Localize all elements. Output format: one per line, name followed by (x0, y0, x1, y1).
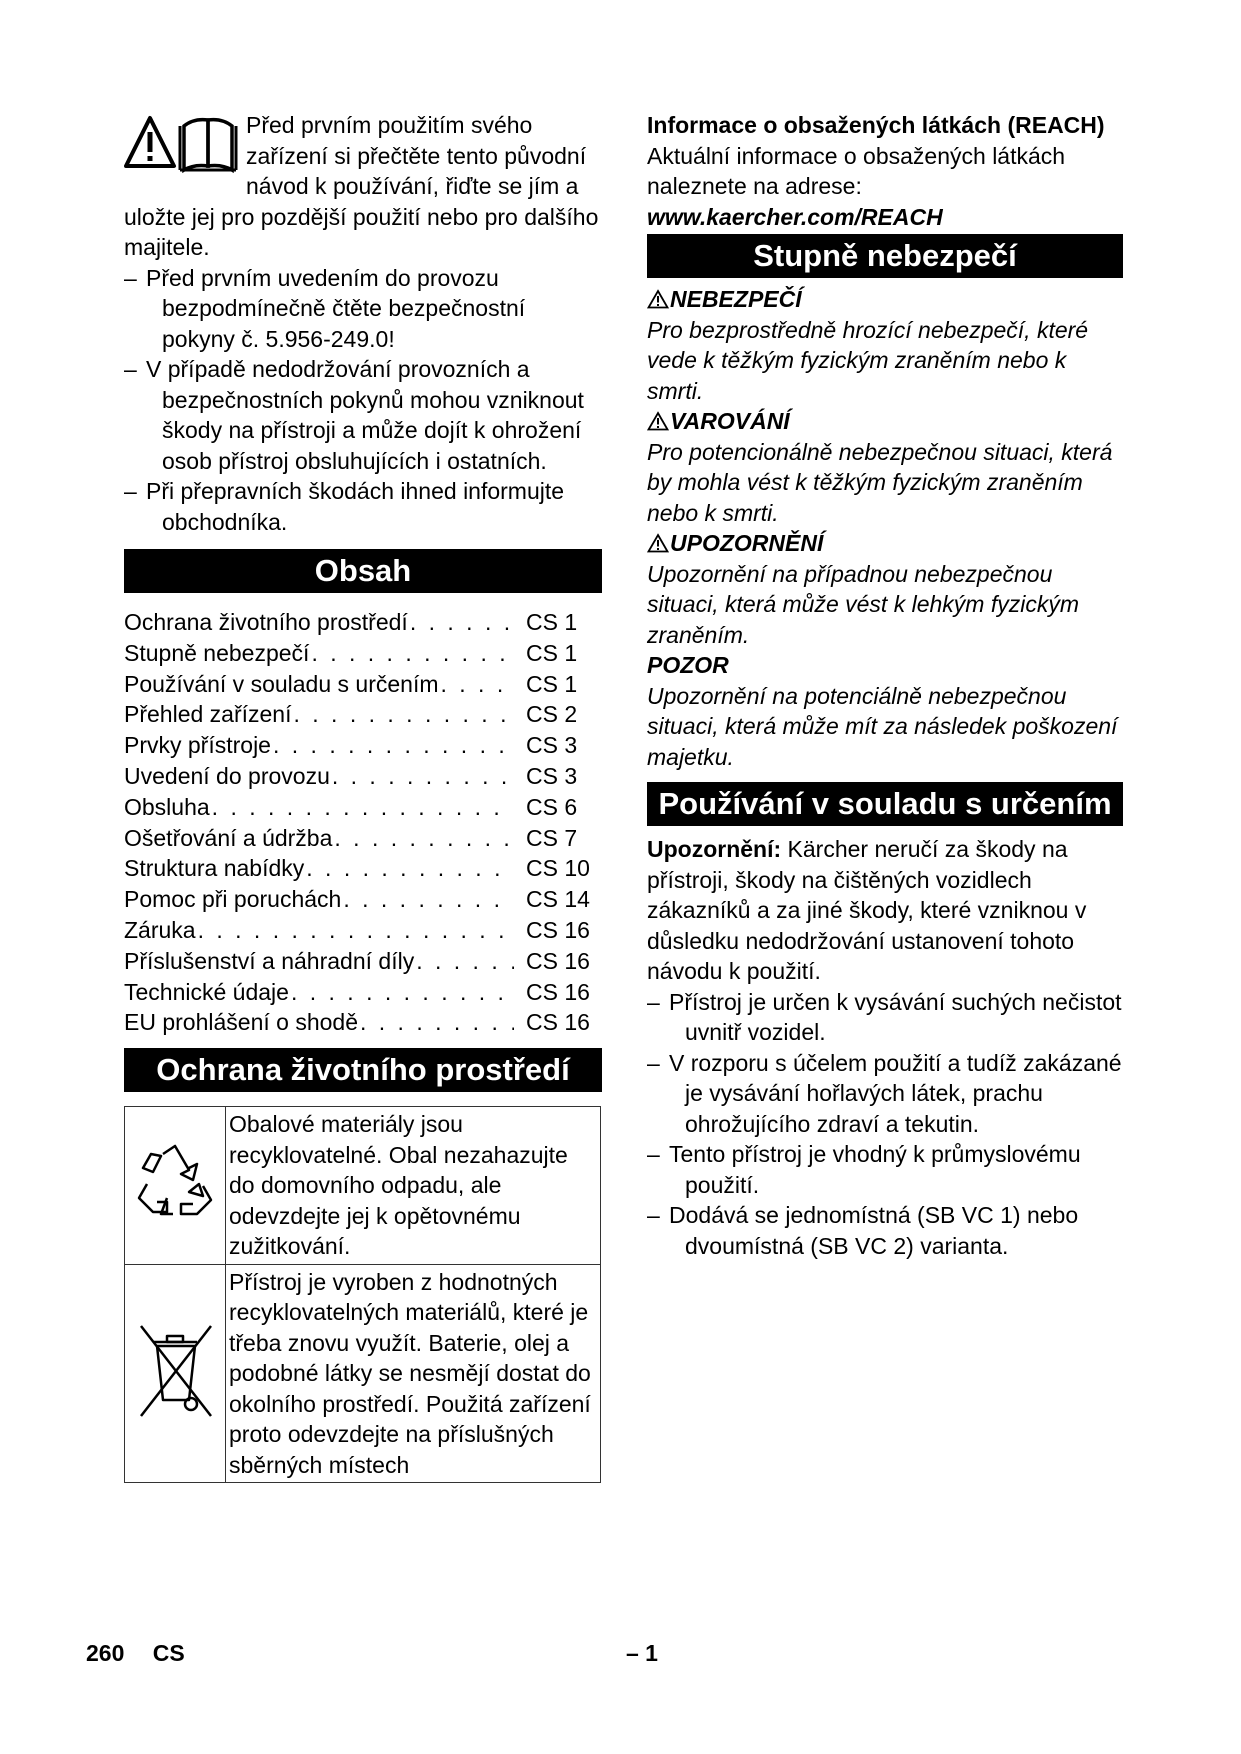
page-marker: – 1 (626, 1640, 658, 1666)
hazard-level-text: Pro potencionálně nebezpečnou situaci, která by mohla vést k těžkým fyzickým zraněním nebo k smrti. (647, 438, 1113, 526)
toc-item[interactable] (124, 730, 602, 761)
toc-item-label: Příslušenství a náhradní díly (124, 947, 415, 974)
env-text-cell: Přístroj je vyroben z hodnotných recyklovatelných materiálů, které je třeba znovu využít. Baterie, olej a podobné látky se nesmějí dostat do okolního prostředí. Použitá zařízení proto odevzdejte na příslušných sběrných místech (226, 1264, 601, 1483)
toc-leader (408, 607, 514, 638)
list-item: – V případě nedodržování provozních a bezpečnostních pokynů mohou vzniknout škody na přístroji a může dojít k ohrožení osob přístroj obsluhujících i ostatních. (124, 354, 602, 476)
toc-leader (304, 853, 514, 884)
toc-leader (341, 884, 514, 915)
hazard-level-text: Upozornění na případnou nebezpečnou situaci, která může vést k lehkým fyzickým zraněním. (647, 560, 1079, 648)
hazard-level-label: VAROVÁNÍ (670, 408, 790, 434)
toc-leader (196, 915, 514, 946)
table-row (125, 1264, 601, 1483)
warning-triangle-icon (647, 411, 669, 431)
env-heading: Ochrana životního prostředí (124, 1048, 602, 1092)
toc-heading: Obsah (124, 549, 602, 593)
toc-item-label: Záruka (124, 916, 196, 943)
toc-item-label: Obsluha (124, 793, 210, 820)
toc-leader (358, 1007, 514, 1038)
toc-leader (309, 638, 514, 669)
toc-item-label: Ochrana životního prostředí (124, 609, 408, 635)
left-column (124, 110, 602, 1483)
toc-item-page: CS 1 (526, 609, 578, 635)
hazard-level-text: Upozornění na potenciálně nebezpečnou situaci, která může mít za následek poškození majetku. (647, 682, 1118, 770)
list-item: – Při přepravních škodách ihned informujte obchodníka. (124, 476, 602, 537)
reach-text: Aktuální informace o obsažených látkách naleznete na adrese: (647, 142, 1066, 199)
table-row (125, 1107, 601, 1265)
toc-item-label: Uvedení do provozu (124, 762, 330, 789)
intro-block (124, 110, 602, 263)
table-of-contents (124, 607, 602, 1038)
toc-item-page: CS 3 (526, 732, 578, 759)
toc-item-label: Ošetřování a údržba (124, 824, 333, 851)
toc-item[interactable] (124, 946, 602, 977)
hazard-level-title (647, 284, 1123, 315)
toc-item[interactable] (124, 638, 602, 669)
toc-item[interactable] (124, 915, 602, 946)
toc-item-page: CS 16 (526, 916, 590, 943)
toc-leader (439, 669, 515, 700)
toc-item-label: Struktura nabídky (124, 855, 305, 882)
toc-item-label: Přehled zařízení (124, 701, 292, 728)
toc-item-page: CS 7 (526, 824, 578, 851)
toc-leader (332, 823, 514, 854)
toc-leader (414, 946, 514, 977)
toc-item-page: CS 1 (526, 639, 578, 666)
hazard-level-title (647, 528, 1123, 559)
env-icon-cell (125, 1264, 226, 1483)
hazard-level-title (647, 406, 1123, 437)
toc-item-label: EU prohlášení o shodě (124, 1009, 358, 1036)
reach-url[interactable]: www.kaercher.com/REACH (647, 203, 943, 230)
env-icon-cell (125, 1107, 226, 1265)
toc-leader (291, 699, 514, 730)
hazard-level-label: NEBEZPEČÍ (670, 286, 802, 312)
manual-book-icon (180, 120, 236, 170)
env-table (124, 1106, 601, 1483)
usage-heading: Používání v souladu s určením (647, 782, 1123, 826)
toc-item-label: Používání v souladu s určením (124, 670, 439, 697)
usage-note-text: Kärcher neručí za škody na přístroji, škody na čištěných vozidlech zákazníků a za jiné škody, které vzniknou v důsledku nedodržování ustanovení tohoto návodu k použití. (647, 836, 1087, 984)
hazard-levels (647, 284, 1123, 772)
toc-item[interactable] (124, 823, 602, 854)
intro-icons (124, 112, 242, 174)
reach-title: Informace o obsažených látkách (REACH) (647, 112, 1105, 138)
hazard-heading: Stupně nebezpečí (647, 234, 1123, 278)
toc-item-label: Stupně nebezpečí (124, 639, 310, 666)
toc-item-page: CS 16 (526, 978, 590, 1005)
crossed-bin-icon (133, 1318, 217, 1422)
toc-item-page: CS 16 (526, 947, 590, 974)
warning-triangle-icon (126, 118, 174, 166)
hazard-level-label: UPOZORNĚNÍ (670, 530, 824, 556)
toc-item[interactable] (124, 792, 602, 823)
usage-note-label: Upozornění: (647, 836, 782, 862)
language-code: CS (152, 1640, 185, 1666)
hazard-level-text: Pro bezprostředně hrozící nebezpečí, které vede k těžkým fyzickým zraněním nebo k smrti. (647, 316, 1089, 404)
list-item: – V rozporu s účelem použití a tudíž zakázané je vysávání hořlavých látek, prachu ohrožujícího zdraví a tekutin. (647, 1048, 1123, 1140)
toc-item[interactable] (124, 699, 602, 730)
list-item: – Tento přístroj je vhodný k průmyslovému použití. (647, 1139, 1123, 1200)
toc-item[interactable] (124, 977, 602, 1008)
toc-item[interactable] (124, 1007, 602, 1038)
toc-leader (330, 761, 514, 792)
toc-item-label: Pomoc při poruchách (124, 886, 342, 913)
warning-triangle-icon (647, 289, 669, 309)
toc-leader (289, 977, 514, 1008)
toc-leader (271, 730, 514, 761)
toc-leader (210, 792, 514, 823)
toc-item-label: Prvky přístroje (124, 732, 271, 759)
toc-item[interactable] (124, 607, 602, 638)
page-footer-left (86, 1640, 185, 1667)
toc-item-page: CS 6 (526, 793, 578, 820)
toc-item[interactable] (124, 853, 602, 884)
recycling-icon (133, 1140, 217, 1224)
toc-item[interactable] (124, 884, 602, 915)
toc-item[interactable] (124, 761, 602, 792)
list-item: – Přístroj je určen k vysávání suchých nečistot uvnitř vozidel. (647, 987, 1123, 1048)
list-item: – Před prvním uvedením do provozu bezpodmínečně čtěte bezpečnostní pokyny č. 5.956-249.0! (124, 263, 602, 355)
right-column (647, 110, 1123, 1261)
toc-item[interactable] (124, 669, 602, 700)
env-text-cell: Obalové materiály jsou recyklovatelné. Obal nezahazujte do domovního odpadu, ale odevzdejte jej k opětovnému zužitkování. (226, 1107, 601, 1265)
toc-item-page: CS 10 (526, 855, 590, 882)
usage-list (647, 987, 1123, 1262)
list-item: – Dodává se jednomístná (SB VC 1) nebo dvoumístná (SB VC 2) varianta. (647, 1200, 1123, 1261)
toc-item-page: CS 3 (526, 762, 578, 789)
toc-item-label: Technické údaje (124, 978, 289, 1005)
toc-item-page: CS 1 (526, 670, 578, 697)
toc-item-page: CS 14 (526, 886, 590, 913)
toc-item-page: CS 2 (526, 701, 578, 728)
intro-list (124, 263, 602, 538)
usage-note (647, 834, 1123, 987)
warning-triangle-icon (647, 533, 669, 553)
hazard-level-title (647, 650, 1123, 681)
toc-item-page: CS 16 (526, 1009, 590, 1036)
hazard-level-label: POZOR (647, 652, 729, 678)
page-number: 260 (86, 1640, 125, 1666)
intro-text: Před prvním použitím svého zařízení si přečtěte tento původní návod k používání, řiďte se jím a uložte jej pro pozdější použití nebo pro dalšího majitele. (124, 112, 599, 260)
